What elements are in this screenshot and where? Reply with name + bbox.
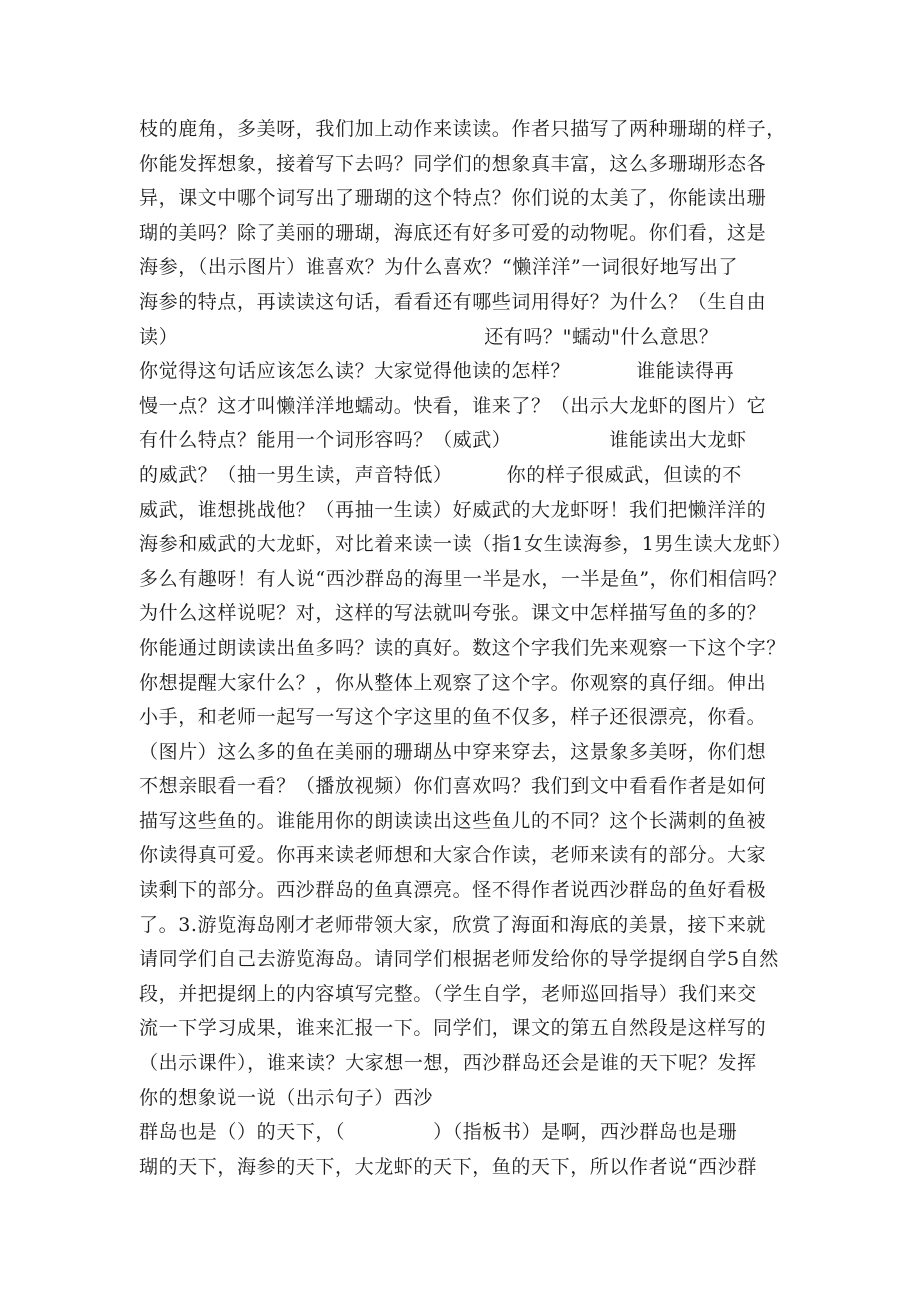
text-line: 多么有趣呀！有人说“西沙群岛的海里一半是水，一半是鱼”，你们相信吗？: [139, 567, 787, 590]
text-line: 读） 还有吗？"蠕动"什么意思？: [139, 325, 719, 348]
text-line: 你觉得这句话应该怎么读？大家觉得他读的怎样？ 谁能读得再: [139, 360, 735, 383]
text-line: 威武，谁想挑战他？（再抽一生读）好威武的大龙虾呀！我们把懒洋洋的: [139, 498, 767, 521]
text-line: 描写这些鱼的。谁能用你的朗读读出这些鱼儿的不同？这个长满刺的鱼被: [139, 809, 767, 832]
text-line: 海参和威武的大龙虾，对比着来读一读（指1女生读海参，1男生读大龙虾）: [139, 533, 792, 556]
text-line: 了。3.游览海岛刚才老师带领大家，欣赏了海面和海底的美景，接下来就: [139, 913, 766, 936]
text-line: 你能通过朗读读出鱼多吗？读的真好。数这个字我们先来观察一下这个字？: [139, 636, 786, 659]
text-line: 为什么这样说呢？对，这样的写法就叫夸张。课文中怎样描写鱼的多的？: [139, 602, 767, 625]
text-line: 请同学们自己去游览海岛。请同学们根据老师发给你的导学提纲自学5自然: [139, 948, 779, 971]
text-line: 流一下学习成果，谁来汇报一下。同学们，课文的第五自然段是这样写的: [139, 1017, 767, 1040]
text-line: 有什么特点？能用一个词形容吗？（威武） 谁能读出大龙虾: [139, 429, 747, 452]
text-line: 你能发挥想象，接着写下去吗？同学们的想象真丰富，这么多珊瑚形态各: [139, 152, 767, 175]
body-text: [139, 112, 799, 1184]
text-line: 异，课文中哪个词写出了珊瑚的这个特点？你们说的太美了，你能读出珊: [139, 187, 767, 210]
text-line: 慢一点？这才叫懒洋洋地蠕动。快看，谁来了？（出示大龙虾的图片）它: [139, 394, 767, 417]
text-line: 群岛也是（）的天下，（ ）（指板书）是啊，西沙群岛也是珊: [139, 1121, 738, 1144]
text-line: 的威武？（抽一男生读，声音特低） 你的样子很威武，但读的不: [139, 463, 742, 486]
text-line: （图片）这么多的鱼在美丽的珊瑚丛中穿来穿去，这景象多美呀，你们想: [139, 740, 767, 763]
text-line: 不想亲眼看一看？（播放视频）你们喜欢吗？我们到文中看看作者是如何: [139, 775, 767, 798]
text-line: 瑚的天下，海参的天下，大龙虾的天下，鱼的天下，所以作者说“西沙群: [139, 1155, 757, 1178]
text-line: （出示课件），谁来读？大家想一想，西沙群岛还会是谁的天下呢？发挥: [139, 1052, 757, 1075]
text-line: 枝的鹿角，多美呀，我们加上动作来读读。作者只描写了两种珊瑚的样子，: [139, 118, 786, 140]
text-line: 你读得真可爱。你再来读老师想和大家合作读，老师来读有的部分。大家: [139, 844, 767, 867]
text-line: 你想提醒大家什么？，你从整体上观察了这个字。你观察的真仔细。伸出: [139, 671, 767, 694]
text-line: 海参的特点，再读读这句话，看看还有哪些词用得好？为什么？（生自由: [139, 290, 767, 313]
text-line: 段，并把提纲上的内容填写完整。（学生自学，老师巡回指导）我们来交: [139, 982, 757, 1005]
text-line: 小手，和老师一起写一写这个字这里的鱼不仅多，样子还很漂亮，你看。: [139, 706, 767, 729]
text-line: 海参，（出示图片）谁喜欢？为什么喜欢？“懒洋洋”一词很好地写出了: [139, 256, 739, 279]
text-line: 瑚的美吗？除了美丽的珊瑚，海底还有好多可爱的动物呢。你们看，这是: [139, 221, 767, 244]
text-line: 你的想象说一说（出示句子）西沙: [139, 1086, 434, 1109]
text-line: 读剩下的部分。西沙群岛的鱼真漂亮。怪不得作者说西沙群岛的鱼好看极: [139, 879, 767, 902]
